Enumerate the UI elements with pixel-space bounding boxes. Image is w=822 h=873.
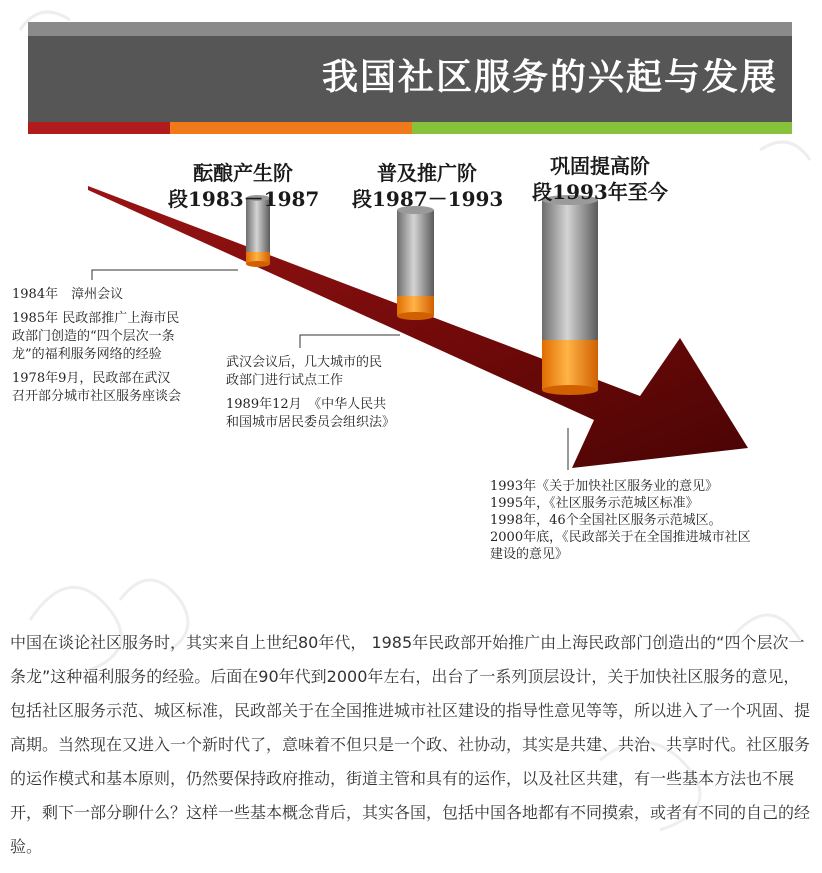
stage3-label-line1: 巩固提高阶 [550,154,650,178]
stage2-label-line2: 段1987－1993 [352,187,504,211]
stage3-note-4: 2000年底，《民政部关于在全国推进城市社区建设的意见》 [490,530,751,562]
stage2-leader-line [300,335,400,348]
stage1-leader-line [92,270,238,280]
article-paragraph: 中国在谈论社区服务时，其实来自上世纪80年代， 1985年民政部开始推广由上海民政部门创造出的“四个层次一条龙”这种福利服务的经验。后面在90年代到2000年左右，出台了一系列顶层设计，关于加快社区服务的意见，包括社区服务示范、城区标准，民政部关于在全国推进城市社区建设的指导性意见等等，所以进入了一个巩固、提高期。当然现在又进入一个新时代了，意味着不但只是一个政、社协动，其实是共建、共治、共享时代。社区服务的运作模式和基本原则，仍然要保持政府推动，街道主管和具有的运作，以及社区共建，有一些基本方法也不展开，剩下一部分聊什么？这样一些基本概念背后，其实各国，包括中国各地都有不同摸索，或者有不同的自己的经验。 [10,633,811,856]
stage2-note-2: 1989年12月 《中华人民共和国城市居民委员会组织法》 [226,397,396,430]
stage1-note-3: 1978年9月，民政部在武汉召开部分城市社区服务座谈会 [12,371,182,404]
stage1-notes [12,286,182,412]
stage3-note-3: 1998年，46个全国社区服务示范城区。 [490,513,722,528]
stage1-note-1: 1984年 漳州会议 [12,287,124,302]
stage3-cylinder [542,195,598,395]
stage1-label [168,160,318,212]
stage2-label-line1: 普及推广阶 [377,161,477,185]
stage2-notes [226,354,396,438]
stage3-label [520,153,680,205]
stage1-label-line1: 酝酿产生阶 [193,161,293,185]
stage1-label-line2: 段1983－1987 [168,187,320,211]
stage2-cylinder [397,206,434,320]
stage3-label-line2: 段1993年至今 [532,180,668,204]
stage3-note-2: 1995年，《社区服务示范城区标准》 [490,496,699,511]
stage1-note-2: 1985年 民政部推广上海市民政部门创造的“四个层次一条龙”的福利服务网络的经验 [12,311,180,362]
slide-title: 我国社区服务的兴起与发展 [321,57,778,98]
stage2-label [352,160,502,212]
stage3-note-1: 1993年《关于加快社区服务业的意见》 [490,479,719,494]
stage2-note-1: 武汉会议后，几大城市的民政部门进行试点工作 [226,355,383,388]
stage3-notes [490,478,760,563]
